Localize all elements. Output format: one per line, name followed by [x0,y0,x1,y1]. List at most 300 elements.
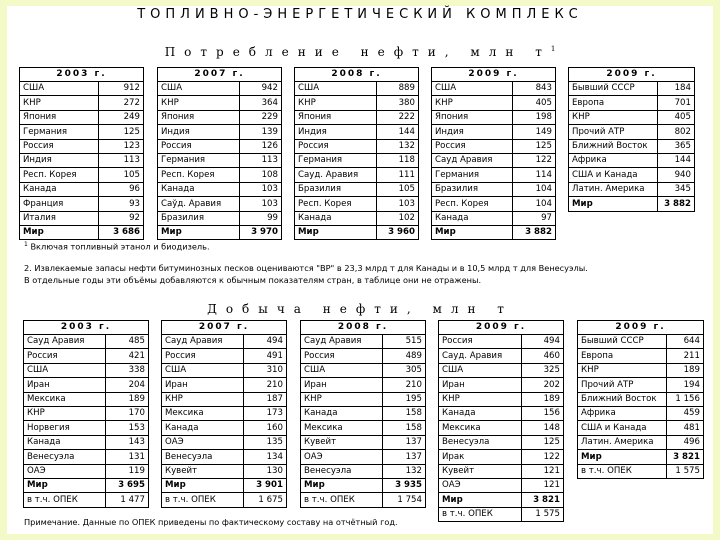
table-row [158,82,282,96]
country-cell: Мир [569,197,658,211]
country-cell: ОАЭ [162,435,244,449]
value-cell: 123 [99,139,144,153]
table-row [24,363,149,377]
table-row-world-total [301,478,426,492]
table-row [20,168,144,182]
table-row [24,335,149,349]
country-cell: ОАЭ [24,464,106,478]
country-cell: Германия [295,153,377,167]
country-cell: Индия [158,125,240,139]
table-year-header: 2009 г. [569,68,695,82]
country-cell: Канада [20,182,99,196]
value-cell: 305 [382,363,425,377]
country-cell: Мексика [162,406,244,420]
value-cell: 187 [243,392,286,406]
table-row [24,450,149,464]
country-cell: Мир [301,478,383,492]
table-row [295,139,419,153]
value-cell: 459 [667,406,704,420]
table-row [20,139,144,153]
value-cell: 96 [99,182,144,196]
value-cell: 153 [105,421,148,435]
table-row [432,168,556,182]
note-2-line-1: 2. Извлекаемые запасы нефти битуминозных песков оцениваются "BP" в 23,3 млрд т для Канады и в 10,5 млрд т для Венесуэлы. [24,263,588,273]
value-cell: 491 [243,349,286,363]
value-cell: 3 960 [377,225,419,239]
value-cell: 125 [99,125,144,139]
table-row [295,197,419,211]
table-row [158,110,282,124]
country-cell: Сауд. Аравия [439,349,522,363]
table-row [158,197,282,211]
table-row [158,96,282,110]
value-cell: 134 [243,450,286,464]
consumption-table-2008 [294,67,419,240]
consumption-table-2009 [431,67,556,240]
value-cell: 481 [667,421,704,435]
table-row-world-total [24,478,149,492]
table-year-header: 2009 г. [578,321,704,335]
value-cell: 1 754 [382,493,425,507]
value-cell: 3 901 [243,478,286,492]
table-row [295,96,419,110]
country-cell: Иран [439,378,522,392]
country-cell: Япония [158,110,240,124]
table-row [295,153,419,167]
value-cell: 940 [658,168,695,182]
table-row [569,110,695,124]
country-cell: Латин. Америка [569,182,658,196]
table-row [162,464,287,478]
value-cell: 103 [377,197,419,211]
production-table-2008 [300,320,426,508]
country-cell: Бывший СССР [569,82,658,96]
table-header-row [162,321,287,335]
country-cell: КНР [162,392,244,406]
value-cell: 1 477 [105,493,148,507]
consumption-table-2009-regions [568,67,695,212]
country-cell: Германия [432,168,513,182]
country-cell: Респ. Корея [295,197,377,211]
production-table-2007 [161,320,287,508]
table-row [20,125,144,139]
value-cell: 160 [243,421,286,435]
table-row [295,182,419,196]
country-cell: в т.ч. ОПЕК [578,464,667,478]
country-cell: Респ. Корея [158,168,240,182]
value-cell: 1 156 [667,392,704,406]
value-cell: 229 [240,110,282,124]
value-cell: 121 [522,464,564,478]
table-header-row [578,321,704,335]
country-cell: Мир [162,478,244,492]
country-cell: Россия [162,349,244,363]
country-cell: в т.ч. ОПЕК [24,493,106,507]
country-cell: Прочий АТР [578,378,667,392]
footnote-text: Включая топливный этанол и биодизель. [30,241,210,252]
table-row [158,125,282,139]
consumption-title-text: Потребление нефти, млн т [164,45,551,59]
country-cell: Ближний Восток [569,139,658,153]
country-cell: Респ. Корея [432,197,513,211]
country-cell: Саўд. Аравия [158,197,240,211]
value-cell: 139 [240,125,282,139]
value-cell: 889 [377,82,419,96]
value-cell: 494 [243,335,286,349]
value-cell: 189 [105,392,148,406]
table-row [439,464,564,478]
table-row [24,464,149,478]
country-cell: Россия [301,349,383,363]
value-cell: 3 821 [522,493,564,507]
country-cell: Россия [20,139,99,153]
table-header-row [158,68,282,82]
value-cell: 113 [99,153,144,167]
value-cell: 126 [240,139,282,153]
country-cell: Бразилия [158,211,240,225]
value-cell: 3 686 [99,225,144,239]
country-cell: США [295,82,377,96]
value-cell: 97 [513,211,556,225]
table-row [569,96,695,110]
value-cell: 194 [667,378,704,392]
value-cell: 105 [377,182,419,196]
table-row [432,96,556,110]
country-cell: КНР [578,363,667,377]
table-row [439,378,564,392]
country-cell: Канада [24,435,106,449]
country-cell: Венесуэла [162,450,244,464]
table-row [432,139,556,153]
table-row [439,435,564,449]
table-year-header: 2003 г. [20,68,144,82]
value-cell: 1 575 [522,507,564,521]
table-header-row [295,68,419,82]
production-table-2009-regions [577,320,704,479]
table-year-header: 2008 г. [301,321,426,335]
table-row [439,335,564,349]
country-cell: Кувейт [162,464,244,478]
table-year-header: 2008 г. [295,68,419,82]
value-cell: 130 [243,464,286,478]
value-cell: 3 695 [105,478,148,492]
country-cell: Респ. Корея [20,168,99,182]
value-cell: 405 [658,110,695,124]
value-cell: 195 [382,392,425,406]
table-row [20,182,144,196]
country-cell: Канада [295,211,377,225]
table-row [24,493,149,507]
table-row [578,349,704,363]
country-cell: США [439,363,522,377]
table-row [301,421,426,435]
country-cell: Мексика [24,392,106,406]
value-cell: 189 [522,392,564,406]
country-cell: Индия [432,125,513,139]
value-cell: 102 [377,211,419,225]
country-cell: Иран [24,378,106,392]
consumption-title-mark: 1 [550,45,556,53]
country-cell: Африка [578,406,667,420]
value-cell: 132 [377,139,419,153]
table-row [295,168,419,182]
country-cell: КНР [158,96,240,110]
value-cell: 125 [522,435,564,449]
table-row [578,335,704,349]
country-cell: Мир [24,478,106,492]
country-cell: Франция [20,197,99,211]
country-cell: КНР [439,392,522,406]
country-cell: в т.ч. ОПЕК [439,507,522,521]
table-row [301,335,426,349]
country-cell: Мир [439,493,522,507]
country-cell: Сауд Аравия [162,335,244,349]
table-row [20,82,144,96]
country-cell: Венесуэла [24,450,106,464]
table-year-header: 2003 г. [24,321,149,335]
value-cell: 119 [105,464,148,478]
table-row-world-total [162,478,287,492]
country-cell: Африка [569,153,658,167]
table-row [569,82,695,96]
country-cell: КНР [432,96,513,110]
table-row [578,363,704,377]
value-cell: 131 [105,450,148,464]
country-cell: Ближний Восток [578,392,667,406]
table-row [569,139,695,153]
value-cell: 210 [382,378,425,392]
value-cell: 496 [667,435,704,449]
table-row-world-total [295,225,419,239]
value-cell: 158 [382,421,425,435]
value-cell: 158 [382,406,425,420]
table-row [301,406,426,420]
table-row [301,493,426,507]
table-row [569,125,695,139]
table-row [20,211,144,225]
country-cell: Иран [162,378,244,392]
value-cell: 802 [658,125,695,139]
value-cell: 113 [240,153,282,167]
country-cell: Сауд Аравия [24,335,106,349]
value-cell: 173 [243,406,286,420]
country-cell: Ирак [439,450,522,464]
table-header-row [432,68,556,82]
table-row [439,421,564,435]
table-row [24,349,149,363]
table-row [578,464,704,478]
table-row [158,211,282,225]
value-cell: 211 [667,349,704,363]
consumption-table-2003 [19,67,144,240]
table-row [301,392,426,406]
consumption-table-2007 [157,67,282,240]
table-row-world-total [20,225,144,239]
table-row [432,82,556,96]
country-cell: Япония [295,110,377,124]
table-header-row [24,321,149,335]
country-cell: Сауд Аравия [432,153,513,167]
value-cell: 125 [513,139,556,153]
table-header-row [20,68,144,82]
country-cell: Канада [301,406,383,420]
country-cell: США и Канада [569,168,658,182]
value-cell: 701 [658,96,695,110]
table-row [301,378,426,392]
country-cell: США [24,363,106,377]
country-cell: Мир [295,225,377,239]
table-row [301,464,426,478]
table-row [578,392,704,406]
country-cell: Прочий АТР [569,125,658,139]
country-cell: Мир [432,225,513,239]
table-row [20,197,144,211]
value-cell: 156 [522,406,564,420]
value-cell: 210 [243,378,286,392]
table-row [301,450,426,464]
table-row [24,392,149,406]
value-cell: 144 [658,153,695,167]
table-row-world-total [158,225,282,239]
value-cell: 338 [105,363,148,377]
value-cell: 99 [240,211,282,225]
table-row [439,507,564,521]
table-header-row [569,68,695,82]
table-row [158,153,282,167]
country-cell: ОАЭ [301,450,383,464]
value-cell: 184 [658,82,695,96]
value-cell: 198 [513,110,556,124]
table-row [439,406,564,420]
consumption-title [0,45,720,59]
country-cell: США [158,82,240,96]
value-cell: 249 [99,110,144,124]
table-header-row [439,321,564,335]
table-row [158,168,282,182]
table-row [439,450,564,464]
table-year-header: 2007 г. [162,321,287,335]
value-cell: 105 [99,168,144,182]
table-row [20,110,144,124]
country-cell: КНР [301,392,383,406]
table-row-world-total [432,225,556,239]
production-table-2003 [23,320,149,508]
production-title: Добыча нефти, млн т [207,302,513,316]
table-year-header: 2009 г. [432,68,556,82]
country-cell: Россия [295,139,377,153]
table-row [162,435,287,449]
table-row [162,450,287,464]
country-cell: Иран [301,378,383,392]
country-cell: Япония [432,110,513,124]
table-row [295,211,419,225]
note-2-line-2: В отдельные годы эти объёмы добавляются к обычным показателям стран, в таблице они не отражены. [24,275,482,285]
country-cell: в т.ч. ОПЕК [301,493,383,507]
country-cell: Мексика [439,421,522,435]
country-cell: Мексика [301,421,383,435]
production-note: Примечание. Данные по ОПЕК приведены по фактическому составу на отчётный год. [24,517,398,527]
table-row [301,435,426,449]
country-cell: США [20,82,99,96]
country-cell: США [301,363,383,377]
table-year-header: 2007 г. [158,68,282,82]
value-cell: 170 [105,406,148,420]
table-row [439,392,564,406]
country-cell: КНР [295,96,377,110]
country-cell: США [162,363,244,377]
value-cell: 103 [240,182,282,196]
value-cell: 103 [240,197,282,211]
table-row [162,378,287,392]
value-cell: 380 [377,96,419,110]
table-row [24,406,149,420]
table-row [439,349,564,363]
country-cell: Европа [578,349,667,363]
table-row [20,96,144,110]
country-cell: Сауд Аравия [301,335,383,349]
value-cell: 3 970 [240,225,282,239]
value-cell: 1 575 [667,464,704,478]
value-cell: 272 [99,96,144,110]
value-cell: 3 882 [658,197,695,211]
value-cell: 644 [667,335,704,349]
production-table-2009 [438,320,564,522]
table-row [439,478,564,492]
country-cell: Россия [432,139,513,153]
value-cell: 3 821 [667,450,704,464]
table-row [432,110,556,124]
table-row [162,335,287,349]
table-row [432,153,556,167]
value-cell: 515 [382,335,425,349]
country-cell: Мир [578,450,667,464]
value-cell: 460 [522,349,564,363]
page-title: ТОПЛИВНО-ЭНЕРГЕТИЧЕСКИЙ КОМПЛЕКС [137,7,583,22]
table-row [162,421,287,435]
table-row [24,435,149,449]
country-cell: Индия [295,125,377,139]
table-year-header: 2009 г. [439,321,564,335]
value-cell: 204 [105,378,148,392]
country-cell: КНР [569,110,658,124]
value-cell: 3 935 [382,478,425,492]
table-row [295,110,419,124]
table-row [162,349,287,363]
table-header-row [301,321,426,335]
table-row [439,363,564,377]
country-cell: Бразилия [295,182,377,196]
country-cell: Канада [158,182,240,196]
table-row [162,363,287,377]
table-row [432,211,556,225]
table-row [162,392,287,406]
value-cell: 421 [105,349,148,363]
country-cell: Бразилия [432,182,513,196]
value-cell: 325 [522,363,564,377]
country-cell: КНР [24,406,106,420]
country-cell: Латин. Америка [578,435,667,449]
country-cell: Канада [432,211,513,225]
country-cell: Бывший СССР [578,335,667,349]
table-row [569,182,695,196]
table-row [578,435,704,449]
consumption-footnote [24,241,210,252]
table-row [578,406,704,420]
value-cell: 364 [240,96,282,110]
table-row [158,182,282,196]
value-cell: 118 [377,153,419,167]
value-cell: 137 [382,450,425,464]
